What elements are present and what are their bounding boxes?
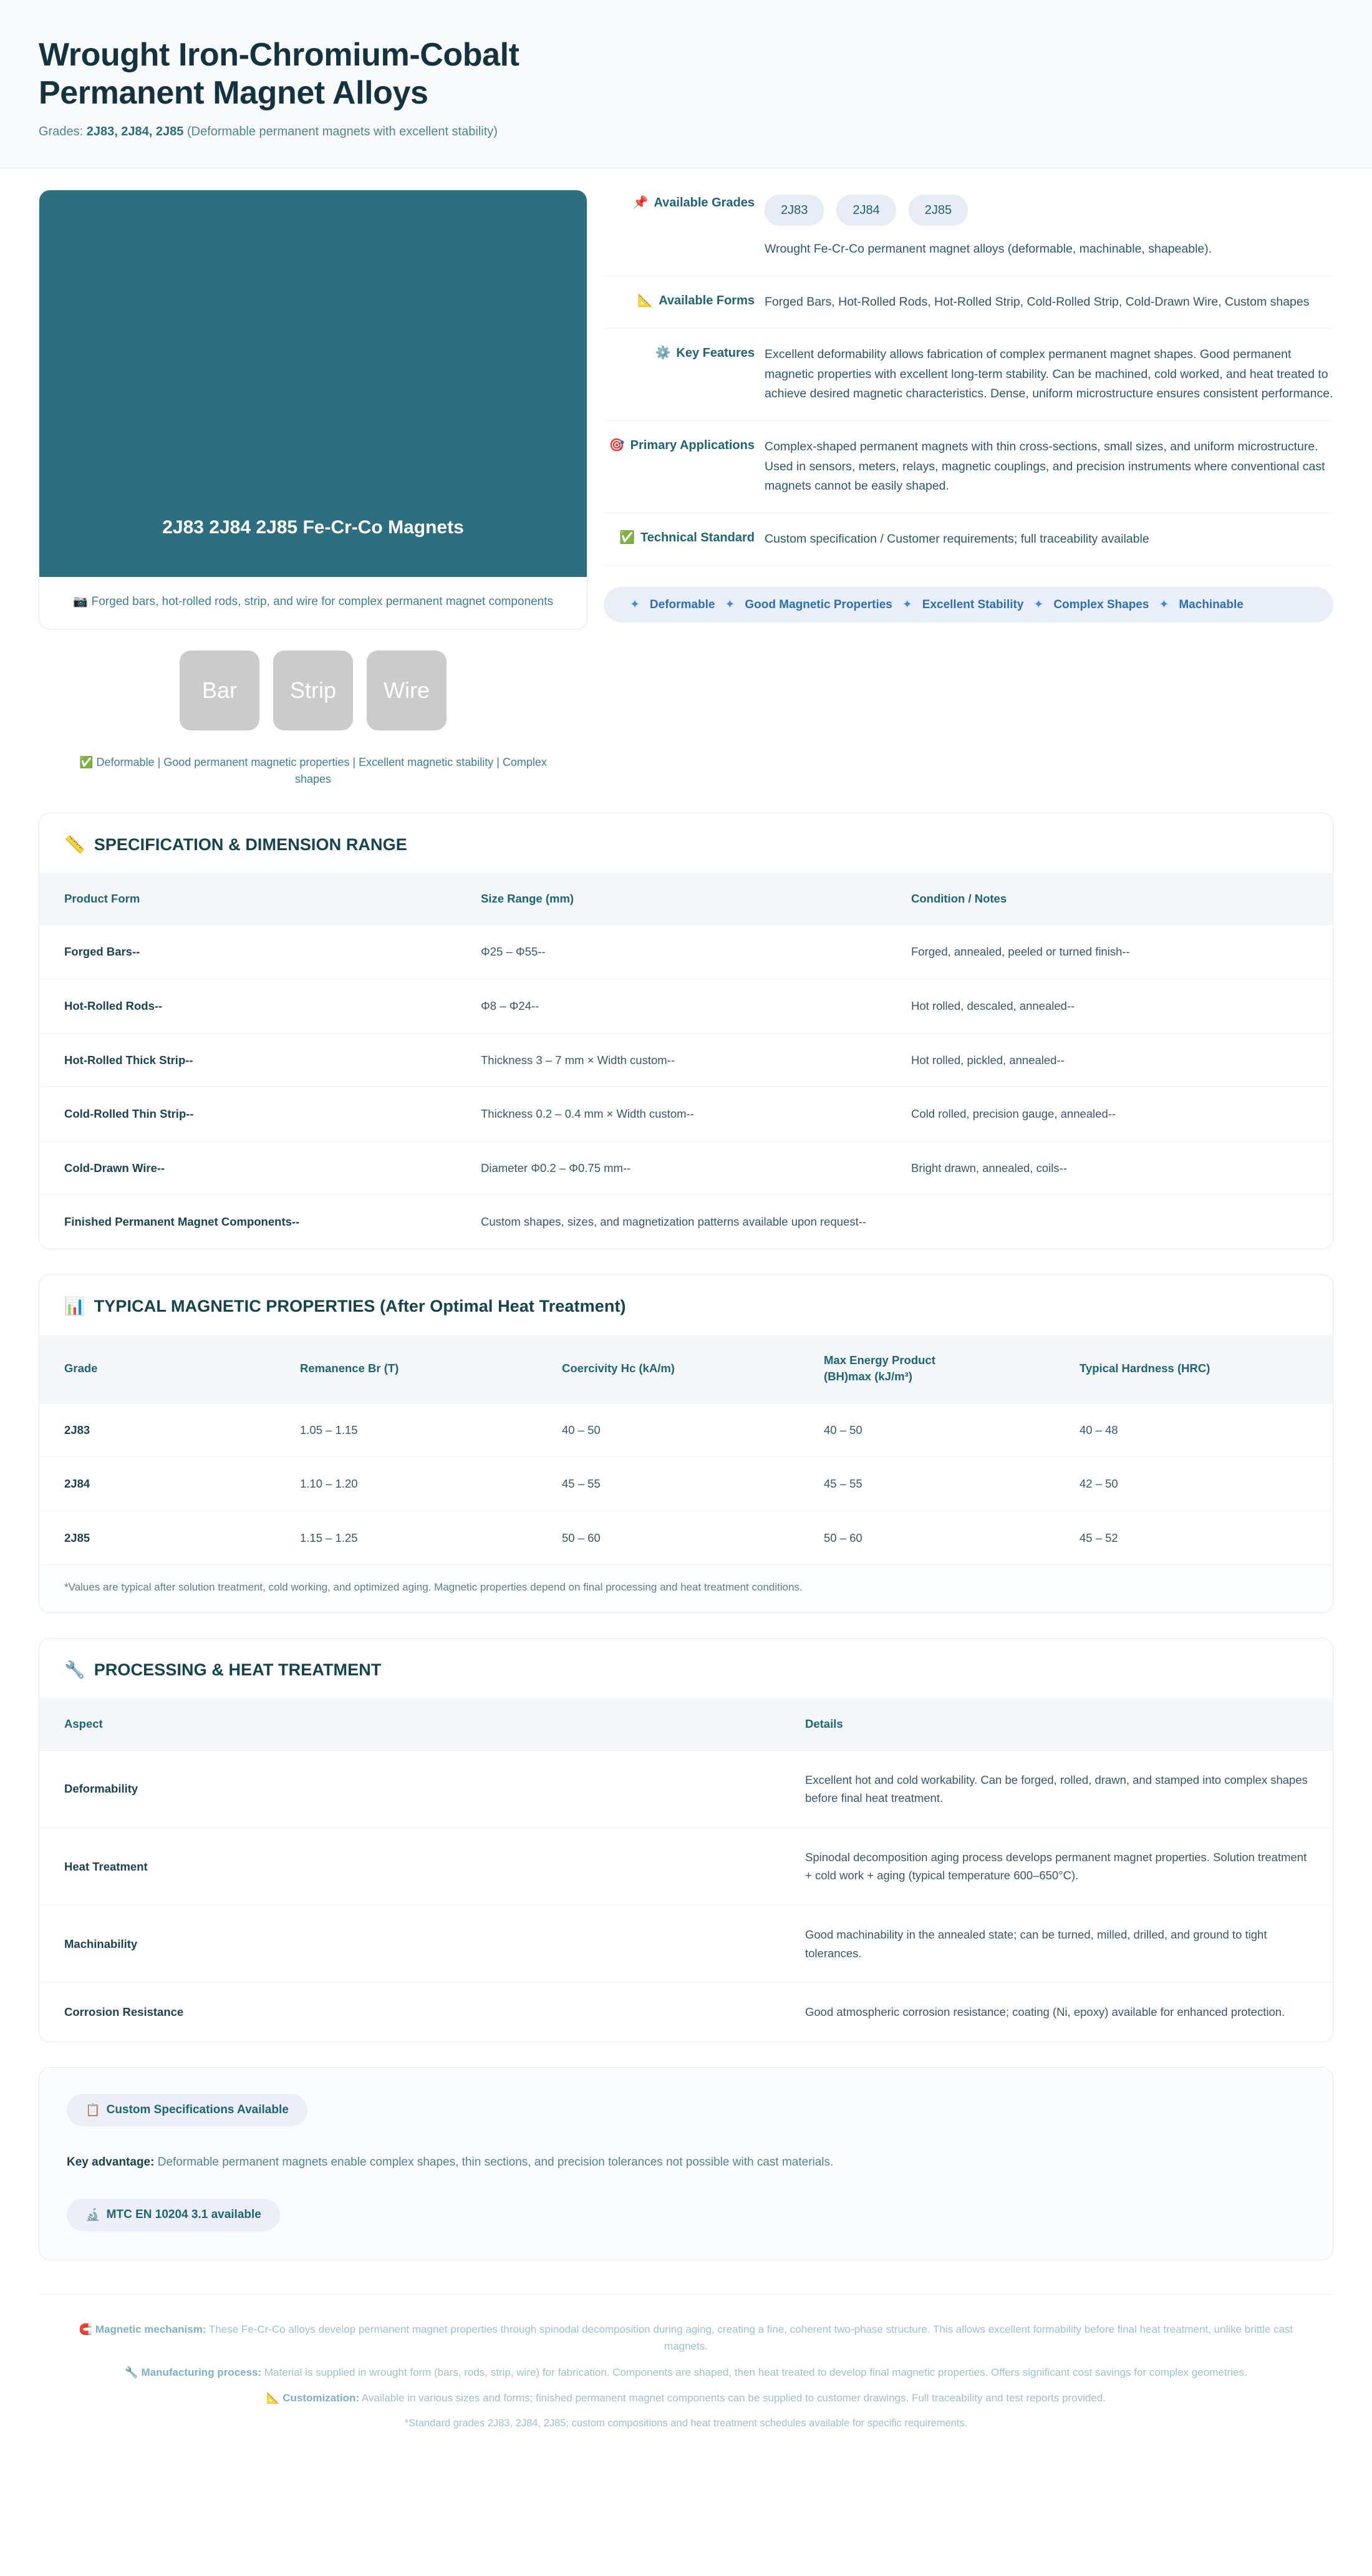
col-remanence: Remanence Br (T) xyxy=(300,1362,399,1375)
table-row xyxy=(39,1087,1333,1141)
ruler-triangle-icon: 📐 xyxy=(266,2391,280,2404)
cell-condition: Hot rolled, pickled, annealed-- xyxy=(900,1033,1333,1087)
specification-table-head xyxy=(39,873,1333,925)
footer-note-standard-grades: *Standard grades 2J83, 2J84, 2J85; custom compositions and heat treatment schedules available for specific requirements. xyxy=(404,2418,968,2429)
processing-card-title-text: PROCESSING & HEAT TREATMENT xyxy=(94,1660,382,1679)
diamond-icon: ✦ xyxy=(902,598,912,612)
spec-label-text: Primary Applications xyxy=(630,438,755,452)
col-product-form: Product Form xyxy=(64,892,140,906)
spec-label-text: Key Features xyxy=(676,346,755,361)
table-row xyxy=(39,1511,1333,1564)
cell-size-range: Φ25 – Φ55-- xyxy=(470,925,900,979)
cell-grade: 2J83 xyxy=(39,1403,289,1457)
product-media-column xyxy=(39,190,587,788)
cell-details: Good atmospheric corrosion resistance; coating (Ni, epoxy) available for enhanced protection. xyxy=(794,1983,1333,2041)
subtitle-grades: 2J83, 2J84, 2J85 xyxy=(86,124,184,138)
clipboard-icon: 📋 xyxy=(85,2103,100,2117)
subtitle-prefix: Grades: xyxy=(39,124,87,138)
cell-size-range: Custom shapes, sizes, and magnetization patterns available upon request-- xyxy=(470,1195,900,1249)
spec-value-available-grades xyxy=(765,195,1333,259)
spec-label-key-features xyxy=(604,345,765,362)
table-header-row xyxy=(39,1335,1333,1403)
key-advantage-label: Key advantage: xyxy=(67,2155,155,2169)
magnetic-card-title-text: TYPICAL MAGNETIC PROPERTIES (After Optimal Heat Treatment) xyxy=(94,1296,626,1315)
subtitle-suffix: (Deformable permanent magnets with excellent stability) xyxy=(183,124,498,138)
cell-remanence: 1.05 – 1.15 xyxy=(289,1403,551,1457)
custom-specifications-badge-label: Custom Specifications Available xyxy=(106,2103,289,2116)
attribute-badges-text: Deformable | Good permanent magnetic properties | Excellent magnetic stability | Complex shapes xyxy=(96,756,547,786)
cell-max-energy: 50 – 60 xyxy=(813,1511,1068,1564)
specification-dimension-card xyxy=(39,813,1333,1249)
table-row xyxy=(39,1141,1333,1195)
product-attribute-badges xyxy=(39,754,587,788)
product-photo xyxy=(39,190,587,577)
form-chip-strip[interactable] xyxy=(273,651,353,730)
cell-condition: Cold rolled, precision gauge, annealed-- xyxy=(900,1087,1333,1141)
footer-note-2-label: Manufacturing process: xyxy=(141,2366,262,2378)
footer-note-2-text: Material is supplied in wrought form (bars, rods, strip, wire) for fabrication. Components are shaped, then heat treated to develop final magnetic properties. Offers significant cost savings for complex geometries. xyxy=(261,2366,1247,2378)
spec-definition-list xyxy=(604,190,1333,566)
page-title-line1: Wrought Iron-Chromium-Cobalt xyxy=(39,37,519,73)
diamond-icon: ✦ xyxy=(725,598,735,612)
pin-icon: 📌 xyxy=(632,195,649,210)
cell-max-energy: 40 – 50 xyxy=(813,1403,1068,1457)
target-icon: 🎯 xyxy=(609,438,625,452)
col-grade: Grade xyxy=(64,1362,98,1375)
table-row xyxy=(39,1905,1333,1982)
table-row xyxy=(39,1457,1333,1511)
check-icon: ✅ xyxy=(79,756,94,769)
cell-grade: 2J84 xyxy=(39,1457,289,1511)
cell-coercivity: 40 – 50 xyxy=(551,1403,813,1457)
feature-pill-machinable: Machinable xyxy=(1179,598,1244,611)
grade-chip-group xyxy=(765,195,1333,226)
spec-value-technical-standard: Custom specification / Customer requirements; full traceability available xyxy=(765,531,1149,546)
magnetic-table-body xyxy=(39,1403,1333,1564)
col-max-energy-line2: (BH)max (kJ/m³) xyxy=(824,1370,912,1383)
page-title-line2: Permanent Magnet Alloys xyxy=(39,74,428,111)
spec-label-available-grades xyxy=(604,195,765,212)
processing-heat-treatment-card xyxy=(39,1638,1333,2041)
form-chip-bar-label: Bar xyxy=(201,677,238,704)
product-photo-card xyxy=(39,190,587,630)
magnetic-table-footnote: *Values are typical after solution treatment, cold working, and optimized aging. Magnetic properties depend on final processing and heat treatment conditions. xyxy=(39,1564,1333,1612)
cell-product-form: Finished Permanent Magnet Components-- xyxy=(39,1195,470,1249)
spec-row-available-forms xyxy=(604,276,1333,329)
col-hardness: Typical Hardness (HRC) xyxy=(1080,1362,1210,1375)
table-header-row xyxy=(39,873,1333,925)
cell-details: Excellent hot and cold workability. Can be forged, rolled, drawn, and stamped into complex shapes before final heat treatment. xyxy=(794,1750,1333,1828)
cell-size-range: Thickness 0.2 – 0.4 mm × Width custom-- xyxy=(470,1087,900,1141)
spec-value-key-features: Excellent deformability allows fabrication of complex permanent magnet shapes. Good permanent magnetic properties with excellent long-term stability. Can be machined, cold worked, and heat treated to achieve desired magnetic characteristics. Dense, uniform microstructure ensures consistent performance. xyxy=(765,347,1333,401)
cell-product-form: Hot-Rolled Thick Strip-- xyxy=(39,1033,470,1087)
footer-note-customization xyxy=(39,2390,1333,2406)
product-form-chips xyxy=(39,651,587,730)
table-row xyxy=(39,979,1333,1034)
page-footer xyxy=(39,2294,1333,2431)
feature-pill-bar xyxy=(604,587,1333,622)
form-chip-strip-label: Strip xyxy=(289,677,337,704)
page-subtitle xyxy=(39,125,1333,139)
cell-condition xyxy=(900,1195,1333,1249)
cell-remanence: 1.15 – 1.25 xyxy=(289,1511,551,1564)
spec-value-available-forms: Forged Bars, Hot-Rolled Rods, Hot-Rolled Strip, Cold-Rolled Strip, Cold-Drawn Wire, Custom shapes xyxy=(765,294,1310,309)
table-row xyxy=(39,925,1333,979)
grade-description: Wrought Fe-Cr-Co permanent magnet alloys (deformable, machinable, shapeable). xyxy=(765,242,1212,256)
cell-grade: 2J85 xyxy=(39,1511,289,1564)
microscope-icon: 🔬 xyxy=(85,2209,100,2222)
spec-value-primary-applications: Complex-shaped permanent magnets with thin cross-sections, small sizes, and uniform microstructure. Used in sensors, meters, relays, magnetic couplings, and precision instruments where conventional cast magnets cannot be easily shaped. xyxy=(765,439,1325,493)
grade-chip-2j84[interactable]: 2J84 xyxy=(836,195,896,226)
feature-pill-good-magnetic-properties: Good Magnetic Properties xyxy=(745,598,892,611)
product-photo-label: 2J83 2J84 2J85 Fe-Cr-Co Magnets xyxy=(162,516,464,538)
grade-chip-2j85[interactable]: 2J85 xyxy=(909,195,968,226)
magnetic-card-title xyxy=(39,1275,1333,1335)
cell-coercivity: 50 – 60 xyxy=(551,1511,813,1564)
cell-size-range: Φ8 – Φ24-- xyxy=(470,979,900,1034)
col-coercivity: Coercivity Hc (kA/m) xyxy=(562,1362,675,1375)
spec-label-primary-applications xyxy=(604,437,765,455)
cell-hardness: 42 – 50 xyxy=(1068,1457,1333,1511)
cell-coercivity: 45 – 55 xyxy=(551,1457,813,1511)
cell-product-form: Hot-Rolled Rods-- xyxy=(39,979,470,1034)
cell-hardness: 45 – 52 xyxy=(1068,1511,1333,1564)
spec-label-text: Technical Standard xyxy=(640,530,755,545)
processing-card-title xyxy=(39,1639,1333,1698)
cell-aspect: Heat Treatment xyxy=(39,1828,794,1905)
cell-max-energy: 45 – 55 xyxy=(813,1457,1068,1511)
custom-specifications-badge[interactable] xyxy=(67,2094,307,2126)
table-row xyxy=(39,1033,1333,1087)
magnet-icon: 🧲 xyxy=(79,2323,92,2336)
grade-chip-2j83[interactable]: 2J83 xyxy=(765,195,824,226)
cell-size-range: Thickness 3 – 7 mm × Width custom-- xyxy=(470,1033,900,1087)
col-max-energy-product xyxy=(813,1335,1068,1403)
cell-product-form: Cold-Drawn Wire-- xyxy=(39,1141,470,1195)
col-size-range: Size Range (mm) xyxy=(481,892,574,906)
product-spec-column xyxy=(604,190,1333,623)
key-advantage-body: Deformable permanent magnets enable complex shapes, thin sections, and precision tolerances not possible with cast materials. xyxy=(154,2155,834,2169)
spec-label-text: Available Forms xyxy=(659,293,755,307)
spec-label-text: Available Grades xyxy=(654,195,755,210)
table-row xyxy=(39,1828,1333,1905)
col-max-energy-line1: Max Energy Product xyxy=(824,1353,935,1367)
spec-label-technical-standard xyxy=(604,530,765,547)
processing-table xyxy=(39,1698,1333,2041)
diamond-icon: ✦ xyxy=(1033,598,1044,612)
mtc-certificate-badge[interactable] xyxy=(67,2199,280,2231)
table-header-row xyxy=(39,1698,1333,1750)
footer-note-manufacturing-process xyxy=(39,2364,1333,2381)
cell-aspect: Corrosion Resistance xyxy=(39,1983,794,2041)
form-chip-wire[interactable] xyxy=(367,651,447,730)
spec-row-available-grades xyxy=(604,190,1333,276)
cell-condition: Hot rolled, descaled, annealed-- xyxy=(900,979,1333,1034)
cell-details: Good machinability in the annealed state; can be turned, milled, drilled, and ground to tight tolerances. xyxy=(794,1905,1333,1982)
wrench-icon: 🔧 xyxy=(64,1660,85,1680)
check-icon: ✅ xyxy=(619,530,635,545)
table-row xyxy=(39,1403,1333,1457)
col-condition-notes: Condition / Notes xyxy=(911,892,1007,906)
wrench-icon: 🔧 xyxy=(125,2366,138,2378)
ruler-triangle-icon: 📐 xyxy=(637,293,654,307)
specification-card-title xyxy=(39,813,1333,873)
feature-pill-excellent-stability: Excellent Stability xyxy=(922,598,1024,611)
processing-table-body xyxy=(39,1750,1333,2041)
custom-specifications-panel xyxy=(39,2067,1333,2261)
col-details: Details xyxy=(805,1717,843,1731)
footer-note-3-text: Available in various sizes and forms; finished permanent magnet components can be supplied to customer drawings. Full traceability and test reports provided. xyxy=(359,2391,1106,2404)
caption-text: Forged bars, hot-rolled rods, strip, and wire for complex permanent magnet components xyxy=(91,594,553,608)
cell-hardness: 40 – 48 xyxy=(1068,1403,1333,1457)
col-aspect: Aspect xyxy=(64,1717,103,1731)
gear-icon: ⚙️ xyxy=(655,346,671,361)
table-row xyxy=(39,1195,1333,1249)
key-advantage-text xyxy=(67,2154,1305,2172)
footer-note-3-label: Customization: xyxy=(283,2391,359,2404)
ruler-icon: 📏 xyxy=(64,835,85,855)
overview-section xyxy=(0,168,1372,788)
footer-note-1-label: Magnetic mechanism: xyxy=(95,2323,206,2336)
cell-aspect: Deformability xyxy=(39,1750,794,1828)
bar-chart-icon: 📊 xyxy=(64,1297,85,1316)
feature-pill-deformable: Deformable xyxy=(649,598,715,611)
specification-table-body xyxy=(39,925,1333,1249)
spec-label-available-forms xyxy=(604,293,765,310)
spec-row-primary-applications xyxy=(604,421,1333,513)
camera-icon: 📷 xyxy=(73,594,88,608)
magnetic-table-head xyxy=(39,1335,1333,1403)
diamond-icon: ✦ xyxy=(630,598,640,612)
cell-condition: Bright drawn, annealed, coils-- xyxy=(900,1141,1333,1195)
page-title xyxy=(39,36,1333,112)
form-chip-wire-label: Wire xyxy=(384,677,430,704)
cell-product-form: Cold-Rolled Thin Strip-- xyxy=(39,1087,470,1141)
cell-details: Spinodal decomposition aging process develops permanent magnet properties. Solution treatment + cold work + aging (typical temperature 600–650°C). xyxy=(794,1828,1333,1905)
magnetic-properties-card xyxy=(39,1274,1333,1613)
cell-size-range: Diameter Φ0.2 – Φ0.75 mm-- xyxy=(470,1141,900,1195)
specification-table xyxy=(39,873,1333,1249)
footer-note-1-text: These Fe-Cr-Co alloys develop permanent magnet properties through spinodal decomposition during aging, creating a fine, coherent two-phase structure. This allows excellent formability before final heat treatment, unlike brittle cast magnets. xyxy=(206,2323,1293,2353)
form-chip-bar[interactable] xyxy=(180,651,259,730)
product-photo-caption xyxy=(39,577,587,629)
processing-table-head xyxy=(39,1698,1333,1750)
feature-pill-complex-shapes: Complex Shapes xyxy=(1053,598,1149,611)
diamond-icon: ✦ xyxy=(1159,598,1169,612)
spec-row-technical-standard xyxy=(604,513,1333,566)
page-header xyxy=(0,0,1372,168)
spec-row-key-features xyxy=(604,329,1333,421)
footer-note-magnetic-mechanism xyxy=(39,2321,1333,2355)
magnetic-properties-table xyxy=(39,1335,1333,1564)
cell-condition: Forged, annealed, peeled or turned finish-- xyxy=(900,925,1333,979)
table-row xyxy=(39,1983,1333,2041)
table-row xyxy=(39,1750,1333,1828)
mtc-certificate-label: MTC EN 10204 3.1 available xyxy=(106,2208,261,2222)
cell-product-form: Forged Bars-- xyxy=(39,925,470,979)
cell-remanence: 1.10 – 1.20 xyxy=(289,1457,551,1511)
specification-card-title-text: SPECIFICATION & DIMENSION RANGE xyxy=(94,835,407,854)
cell-aspect: Machinability xyxy=(39,1905,794,1982)
